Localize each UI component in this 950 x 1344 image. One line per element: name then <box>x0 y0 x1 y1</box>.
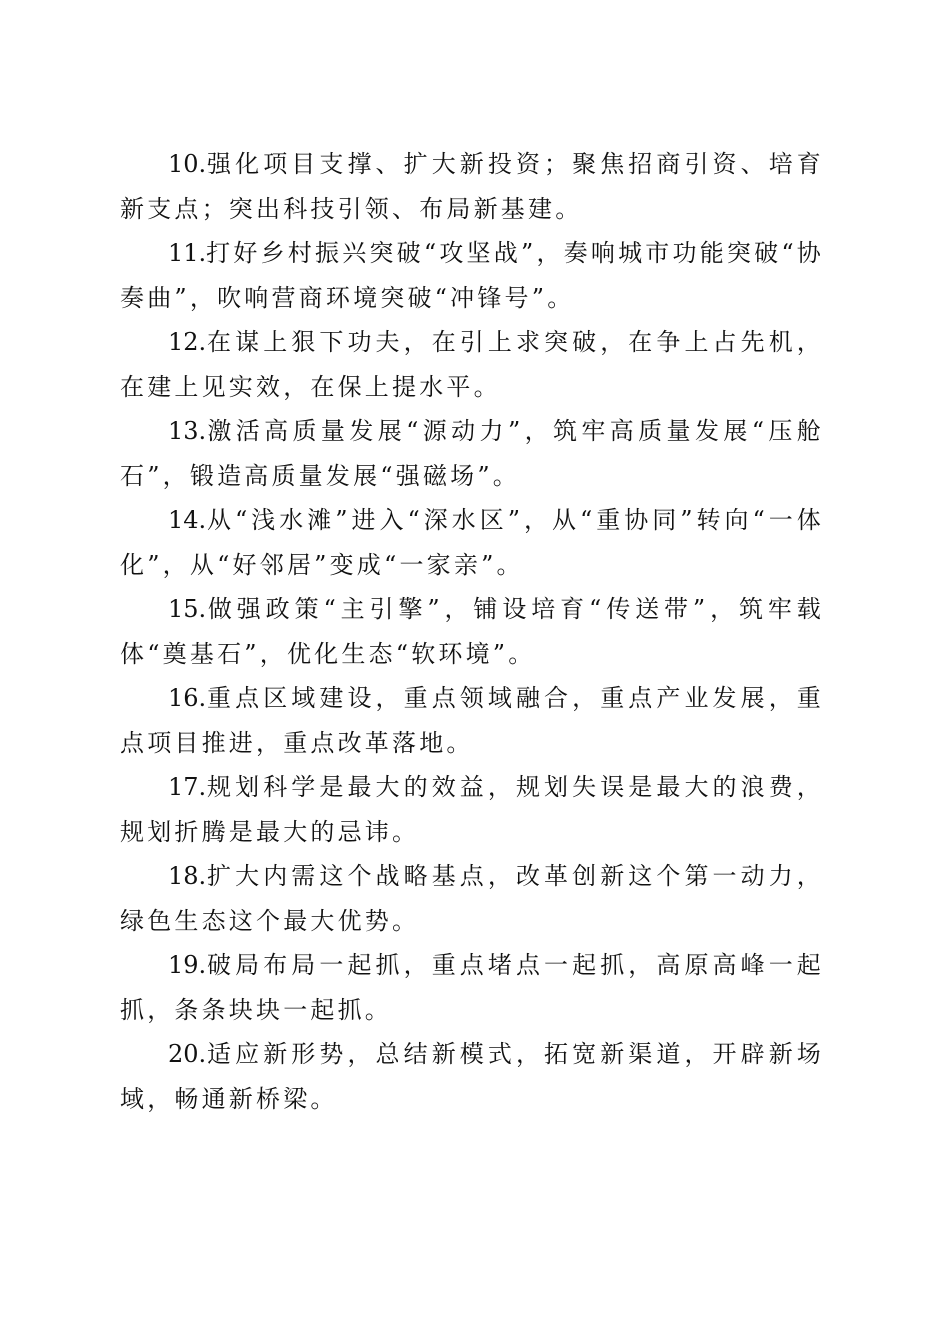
paragraph-12 <box>120 320 824 409</box>
paragraph-number: 15. <box>168 595 207 623</box>
paragraph-16 <box>120 676 824 765</box>
paragraph-text: 适应新形势，总结新模式，拓宽新渠道，开辟新场域，畅通新桥梁。 <box>120 1040 824 1113</box>
paragraph-text: 扩大内需这个战略基点，改革创新这个第一动力，绿色生态这个最大优势。 <box>120 862 824 935</box>
paragraph-20 <box>120 1032 824 1121</box>
paragraph-number: 12. <box>168 328 207 356</box>
paragraph-text: 规划科学是最大的效益，规划失误是最大的浪费，规划折腾是最大的忌讳。 <box>120 773 824 846</box>
paragraph-number: 14. <box>168 506 207 534</box>
paragraph-number: 10. <box>168 150 207 178</box>
paragraph-13 <box>120 409 824 498</box>
paragraph-number: 18. <box>168 862 207 890</box>
paragraph-text: 做强政策“主引擎”，铺设培育“传送带”，筑牢载体“奠基石”，优化生态“软环境”。 <box>120 595 824 668</box>
paragraph-17 <box>120 765 824 854</box>
paragraph-number: 13. <box>168 417 207 445</box>
paragraph-text: 破局布局一起抓，重点堵点一起抓，高原高峰一起抓，条条块块一起抓。 <box>120 951 824 1024</box>
paragraph-14 <box>120 498 824 587</box>
paragraph-11 <box>120 231 824 320</box>
paragraph-text: 在谋上狠下功夫，在引上求突破，在争上占先机，在建上见实效，在保上提水平。 <box>120 328 824 401</box>
paragraph-number: 16. <box>168 684 207 712</box>
paragraph-10 <box>120 142 824 231</box>
paragraph-text: 重点区域建设，重点领域融合，重点产业发展，重点项目推进，重点改革落地。 <box>120 684 824 757</box>
paragraph-15 <box>120 587 824 676</box>
paragraph-18 <box>120 854 824 943</box>
paragraph-text: 强化项目支撑、扩大新投资；聚焦招商引资、培育新支点；突出科技引领、布局新基建。 <box>120 150 824 223</box>
paragraph-text: 打好乡村振兴突破“攻坚战”，奏响城市功能突破“协奏曲”，吹响营商环境突破“冲锋号”。 <box>120 239 824 312</box>
paragraph-19 <box>120 943 824 1032</box>
paragraph-text: 激活高质量发展“源动力”，筑牢高质量发展“压舱石”，锻造高质量发展“强磁场”。 <box>120 417 824 490</box>
paragraph-number: 20. <box>168 1040 207 1068</box>
paragraph-text: 从“浅水滩”进入“深水区”，从“重协同”转向“一体化”，从“好邻居”变成“一家亲”。 <box>120 506 824 579</box>
document-body <box>120 142 824 1121</box>
paragraph-number: 17. <box>168 773 207 801</box>
paragraph-number: 11. <box>168 239 207 267</box>
paragraph-number: 19. <box>168 951 207 979</box>
